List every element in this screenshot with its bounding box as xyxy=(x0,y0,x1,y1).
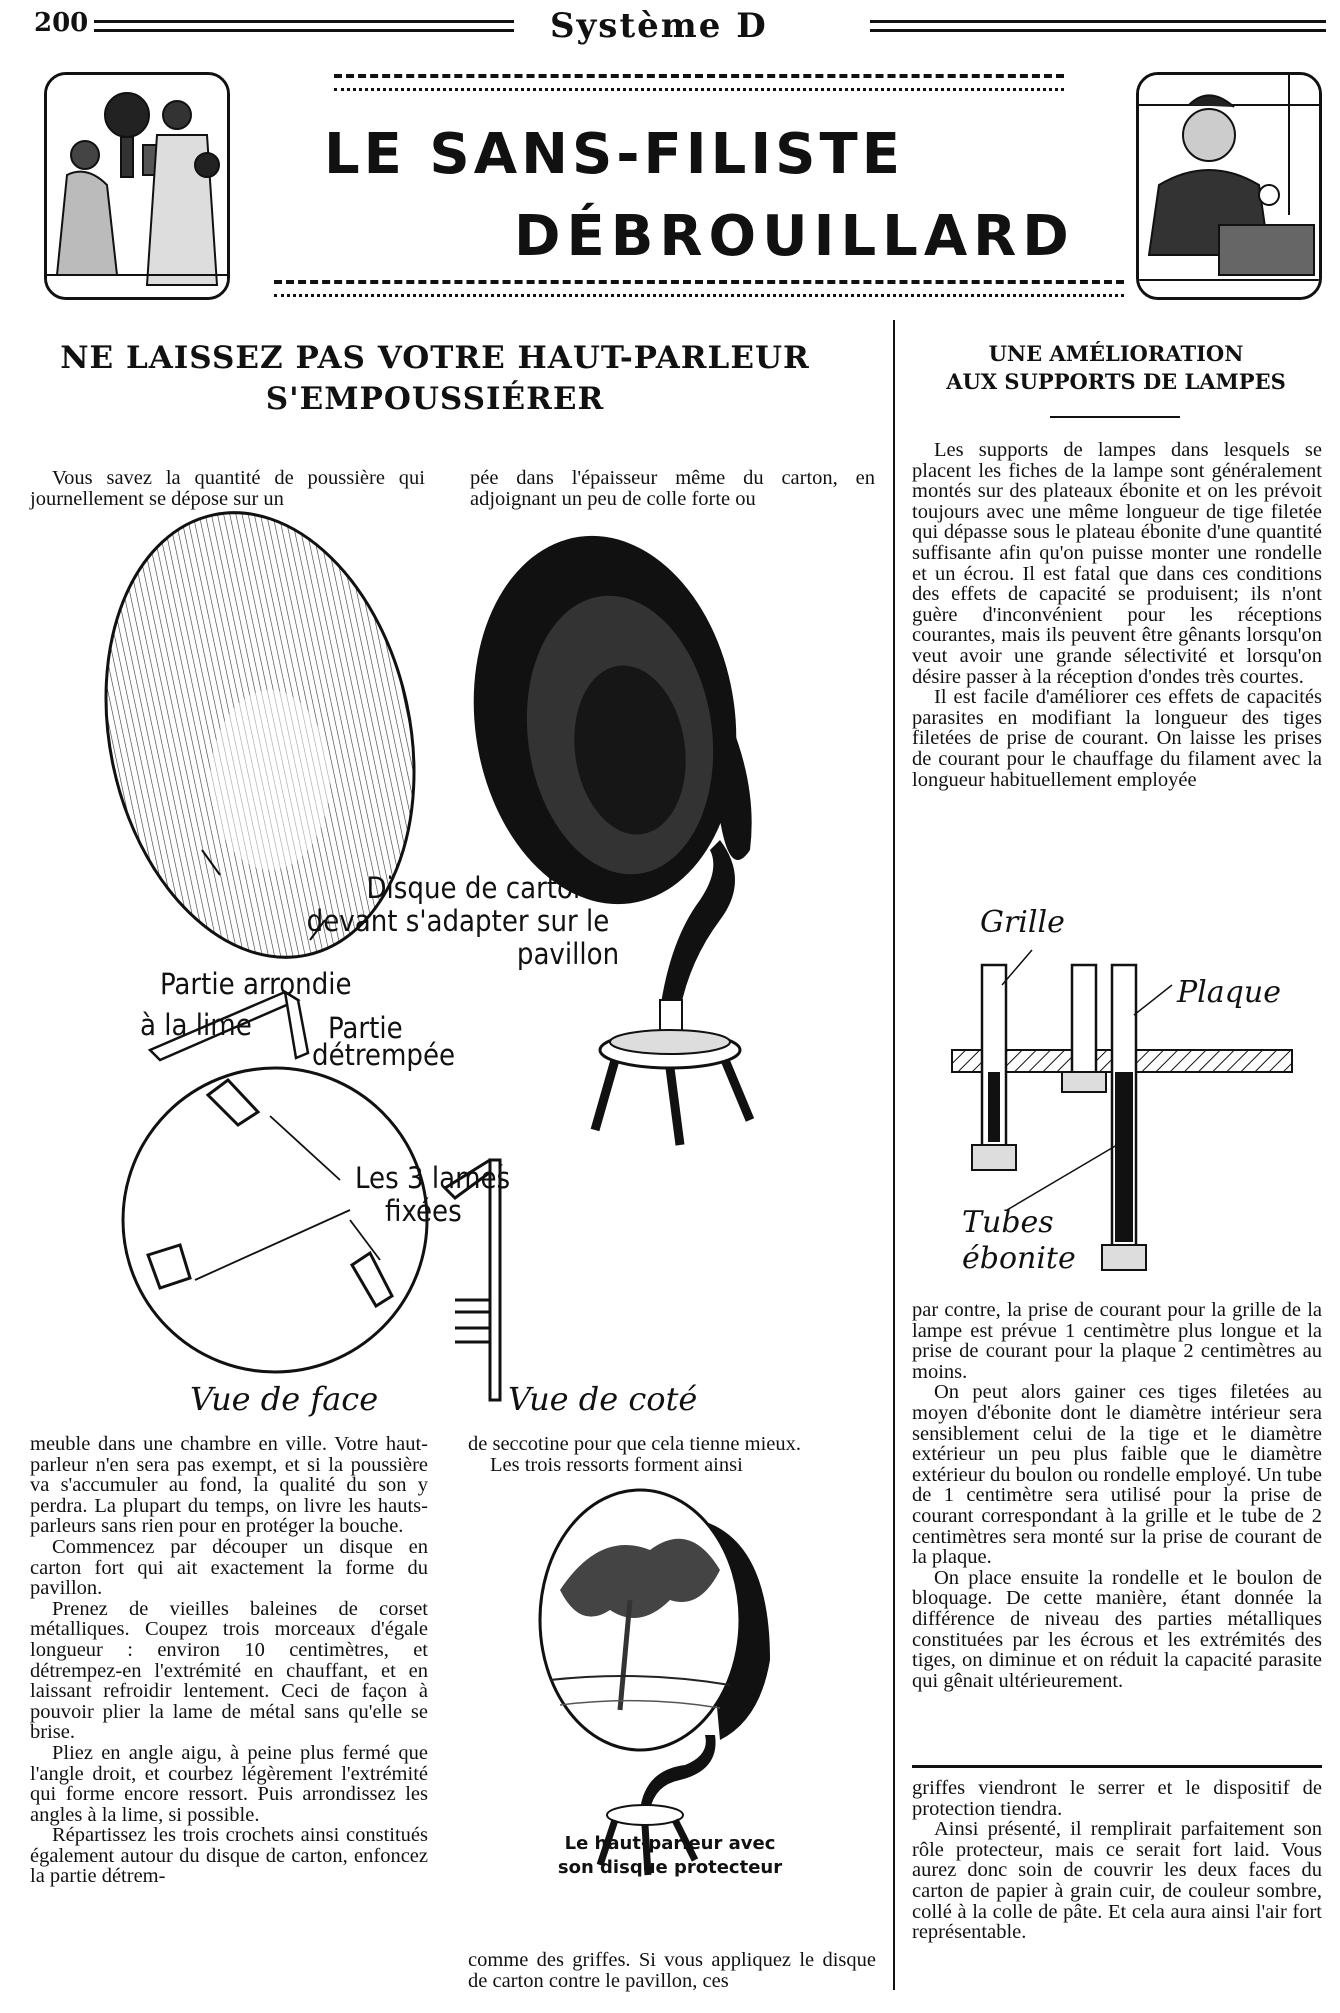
label-tubes-line1: Tubes xyxy=(962,1205,1054,1240)
intro-column-2 xyxy=(470,468,875,509)
side-article-text-bottom xyxy=(912,1300,1322,1691)
col1-paragraph: Répartissez les trois crochets ainsi constitués également autour du disque de carton, enfoncez la partie détrem- xyxy=(30,1824,428,1888)
side-paragraph: On place ensuite la rondelle et le boulon de bloquage. De cette manière, étant donnée la différence de niveau des parties métalliques constituées par les écrous et les extrémités des tiges, on diminue et on réduit la capacité parasite qui gênait ultérieurement. xyxy=(912,1566,1322,1692)
col1-paragraph: Commencez par découper un disque en carton fort qui ait exactement la forme du pavillon. xyxy=(30,1535,428,1600)
illustration-figure xyxy=(30,520,880,1430)
side-title-line1: UNE AMÉLIORATION xyxy=(988,341,1244,366)
label-partie-detrempee xyxy=(312,1012,455,1078)
label-plaque: Plaque xyxy=(1177,975,1281,1010)
label-trois-lames-line1: Les 3 lames xyxy=(355,1161,511,1195)
side-article-text-top xyxy=(912,440,1322,790)
side-paragraph: par contre, la prise de courant pour la grille de la lampe est prévue 1 centimètre plus longue et la prise de courant pour la plaque 2 centimètres au moins. xyxy=(912,1299,1322,1383)
side-paragraph: Il est facile d'améliorer ces effets de capacités parasites en modifiant la longueur des tiges filetées de prise de courant. On laisse les prises de courant pour le chauffage du filament avec la longueur habituellement employée xyxy=(912,686,1322,791)
continuation-paragraph: Ainsi présenté, il remplirait parfaitement son rôle protecteur, mais ce serait fort laid. Vous aurez donc soin de couvrir les deux faces du carton de papier à grain cuir, de couleur sombre, collé à la colle de pâte. Et cela aura ainsi l'air fort représentable. xyxy=(912,1818,1322,1944)
col2-bottom-text: comme des griffes. Si vous appliquez le disque de carton contre le pavillon, ces xyxy=(468,1949,876,1992)
side-paragraph: Les supports de lampes dans lesquels se placent les fiches de la lampe sont généralement montés sur des plateaux ébonite et on les prévoit toujours avec une même longueur de tige filetée qui dépasse sous le plateau ébonite d'une quantité suffisante afin qu'on puisse monter une rondelle et un écrou. Il est fatal que dans ces conditions des effets de capacité se produisent; ils n'ont guère d'inconvénient pour les réceptions courantes, mais ils peuvent être gênants lorsqu'on veut avoir une grande sélectivité et lorsqu'on désire passer à la réception d'ondes très courtes. xyxy=(912,439,1322,688)
label-tubes-ebonite xyxy=(962,1205,1076,1277)
label-grille: Grille xyxy=(980,905,1065,940)
col2-top-line: de seccotine pour que cela tienne mieux. xyxy=(468,1433,801,1455)
banner-title-line1: LE SANS-FILISTE xyxy=(324,122,904,187)
label-disque-line3: pavillon xyxy=(516,937,620,971)
main-article-column-1 xyxy=(30,1434,428,1887)
col1-paragraph: Pliez en angle aigu, à peine plus fermé que l'angle droit, et courbez légèrement l'extrémité qui forme encore ressort. Puis arrondissez les angles à la lime, si possible. xyxy=(30,1741,428,1826)
main-article-column-2-bottom xyxy=(468,1950,876,1991)
label-partie-detrempee-line1: Partie xyxy=(328,1011,403,1045)
banner-ornament-top xyxy=(334,74,1064,91)
journal-title: Système D xyxy=(550,6,768,46)
running-head xyxy=(30,6,1330,46)
lamp-support-diagram xyxy=(912,905,1322,1300)
side-article-title xyxy=(906,340,1326,397)
caption-line1: Le haut-parleur avec xyxy=(564,1833,776,1854)
label-tubes-line2: ébonite xyxy=(962,1241,1076,1276)
loudspeaker-drawing xyxy=(451,519,760,1145)
col1-paragraph: meuble dans une chambre en ville. Votre haut-parleur n'en sera pas exempt, et si la poussière va s'accumuler au fond, la qualité du son y perdra. La plupart du temps, on livre les hauts-parleurs sans rien pour en protéger la bouche. xyxy=(30,1433,428,1538)
caption-line2: son disque protecteur xyxy=(557,1857,783,1878)
label-trois-lames-line2: fixées xyxy=(385,1194,462,1228)
main-article-column-2-top xyxy=(468,1434,876,1475)
side-title-rule xyxy=(1050,416,1180,418)
page-number: 200 xyxy=(34,8,89,38)
label-disque-line1: Disque de carton xyxy=(366,871,590,905)
main-article-title xyxy=(50,338,820,420)
col1-paragraph: Prenez de vieilles baleines de corset métalliques. Coupez trois morceaux d'égale longueur : environ 10 centimètres, et détrempez-en l'extrémité en chauffant, et en laissant refroidir lentement. Ceci de façon à pouvoir plier la lame de métal sans qu'elle se brise. xyxy=(30,1597,428,1744)
main-title-line2: S'EMPOUSSIÉRER xyxy=(265,380,605,417)
label-trois-lames xyxy=(355,1162,510,1228)
caption-vue-de-face: Vue de face xyxy=(190,1380,379,1418)
header-rule-right xyxy=(870,20,1326,32)
main-title-line1: NE LAISSEZ PAS VOTRE HAUT-PARLEUR xyxy=(60,340,810,376)
side-paragraph: On peut alors gainer ces tiges filetées au moyen d'ébonite dont le diamètre intérieur sera sensiblement celui de la tige et le diamètre extérieur un peu plus faible que le diamètre extérieur du boulon ou rondelle employé. Un tube de 1 centimètre sera utilisé pour la prise de courant correspondant à la grille et le tube de 2 centimètres sera monté sur la prise de courant de la plaque. xyxy=(912,1381,1322,1569)
continuation-paragraph: griffes viendront le serrer et le dispositif de protection tiendra. xyxy=(912,1777,1322,1820)
intro-col1-text: Vous savez la quantité de poussière qui journellement se dépose sur un xyxy=(30,467,425,510)
header-rule-left xyxy=(94,20,514,32)
label-disque-line2: devant s'adapter sur le xyxy=(306,904,610,938)
label-partie-arrondie-line1: Partie arrondie xyxy=(160,967,352,1001)
label-partie-detrempee-line2: détrempée xyxy=(312,1038,456,1072)
column-divider xyxy=(893,320,895,1990)
continuation-rule xyxy=(912,1765,1322,1768)
intro-col2-text: pée dans l'épaisseur même du carton, en adjoignant un peu de colle forte ou xyxy=(470,467,875,510)
continuation-text xyxy=(912,1778,1322,1943)
protected-loudspeaker-figure xyxy=(520,1480,820,1880)
banner-illustration-left xyxy=(44,72,230,300)
side-title-line2: AUX SUPPORTS DE LAMPES xyxy=(946,369,1286,395)
banner-ornament-bottom xyxy=(274,280,1124,297)
protected-loudspeaker-caption xyxy=(510,1832,830,1880)
banner-title-line2: DÉBROUILLARD xyxy=(514,204,1075,269)
label-partie-arrondie-line2: à la lime xyxy=(140,1008,252,1042)
caption-vue-de-cote: Vue de coté xyxy=(508,1380,698,1418)
col2-top-para: Les trois ressorts forment ainsi xyxy=(490,1453,743,1476)
label-disque xyxy=(248,872,668,971)
section-banner xyxy=(44,72,1320,298)
banner-illustration-right xyxy=(1136,72,1322,300)
intro-column-1 xyxy=(30,468,425,509)
